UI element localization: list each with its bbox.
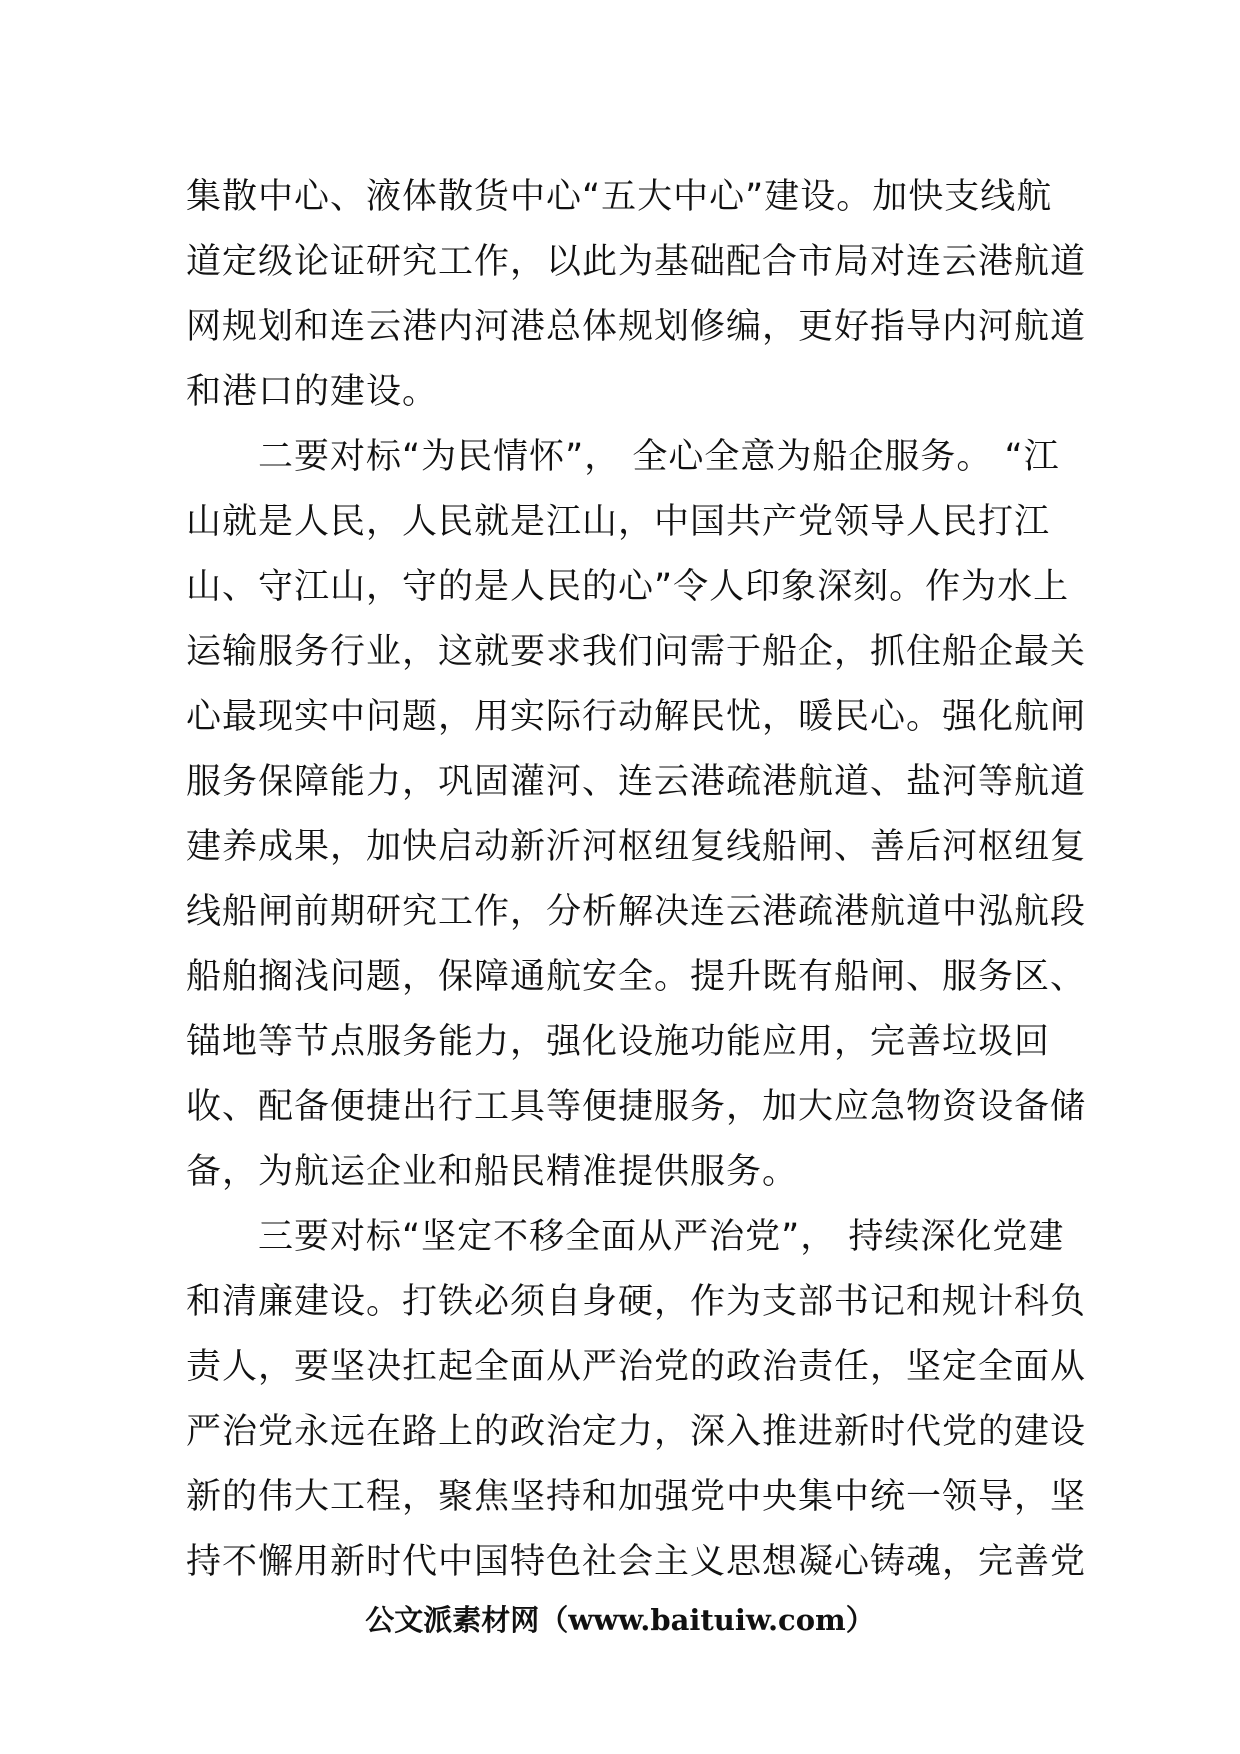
text-line: 二要对标“为民情怀”， 全心全意为船企服务。 “江 [258,437,1060,477]
text-line: 服务保障能力，巩固灌河、连云港疏港航道、盐河等航道 [186,762,1087,802]
paragraph-2 [186,425,1087,1205]
text-line: 收、配备便捷出行工具等便捷服务，加大应急物资设备储 [186,1087,1087,1127]
text-line: 心最现实中问题，用实际行动解民忧，暖民心。强化航闸 [186,697,1087,737]
text-line: 线船闸前期研究工作，分析解决连云港疏港航道中泓航段 [186,892,1087,932]
text-line: 和港口的建设。 [186,372,439,412]
text-line: 备，为航运企业和船民精准提供服务。 [186,1152,799,1192]
text-line: 网规划和连云港内河港总体规划修编，更好指导内河航道 [186,307,1087,347]
text-line: 责人，要坚决扛起全面从严治党的政治责任，坚定全面从 [186,1347,1087,1387]
paragraph-1 [186,165,1087,425]
document-body [186,165,1087,1595]
text-line: 道定级论证研究工作，以此为基础配合市局对连云港航道 [186,242,1087,282]
text-line: 和清廉建设。打铁必须自身硬，作为支部书记和规计科负 [186,1282,1087,1322]
text-line: 山就是人民，人民就是江山，中国共产党领导人民打江 [186,502,1051,542]
text-line: 建养成果，加快启动新沂河枢纽复线船闸、善后河枢纽复 [186,827,1087,867]
paragraph-3 [186,1205,1087,1595]
text-line: 三要对标“坚定不移全面从严治党”， 持续深化党建 [258,1217,1065,1257]
text-line: 运输服务行业，这就要求我们问需于船企，抓住船企最关 [186,632,1087,672]
text-line: 集散中心、液体散货中心“五大中心”建设。加快支线航 [186,177,1053,217]
text-line: 锚地等节点服务能力，强化设施功能应用，完善垃圾回 [186,1022,1051,1062]
text-line: 船舶搁浅问题，保障通航安全。提升既有船闸、服务区、 [186,957,1087,997]
text-line: 严治党永远在路上的政治定力，深入推进新时代党的建设 [186,1412,1087,1452]
text-line: 持不懈用新时代中国特色社会主义思想凝心铸魂，完善党 [186,1542,1087,1582]
text-line: 新的伟大工程，聚焦坚持和加强党中央集中统一领导，坚 [186,1477,1087,1517]
page-footer-watermark: 公文派素材网（www.baituiw.com） [365,1603,875,1637]
text-line: 山、守江山，守的是人民的心”令人印象深刻。作为水上 [186,567,1070,607]
